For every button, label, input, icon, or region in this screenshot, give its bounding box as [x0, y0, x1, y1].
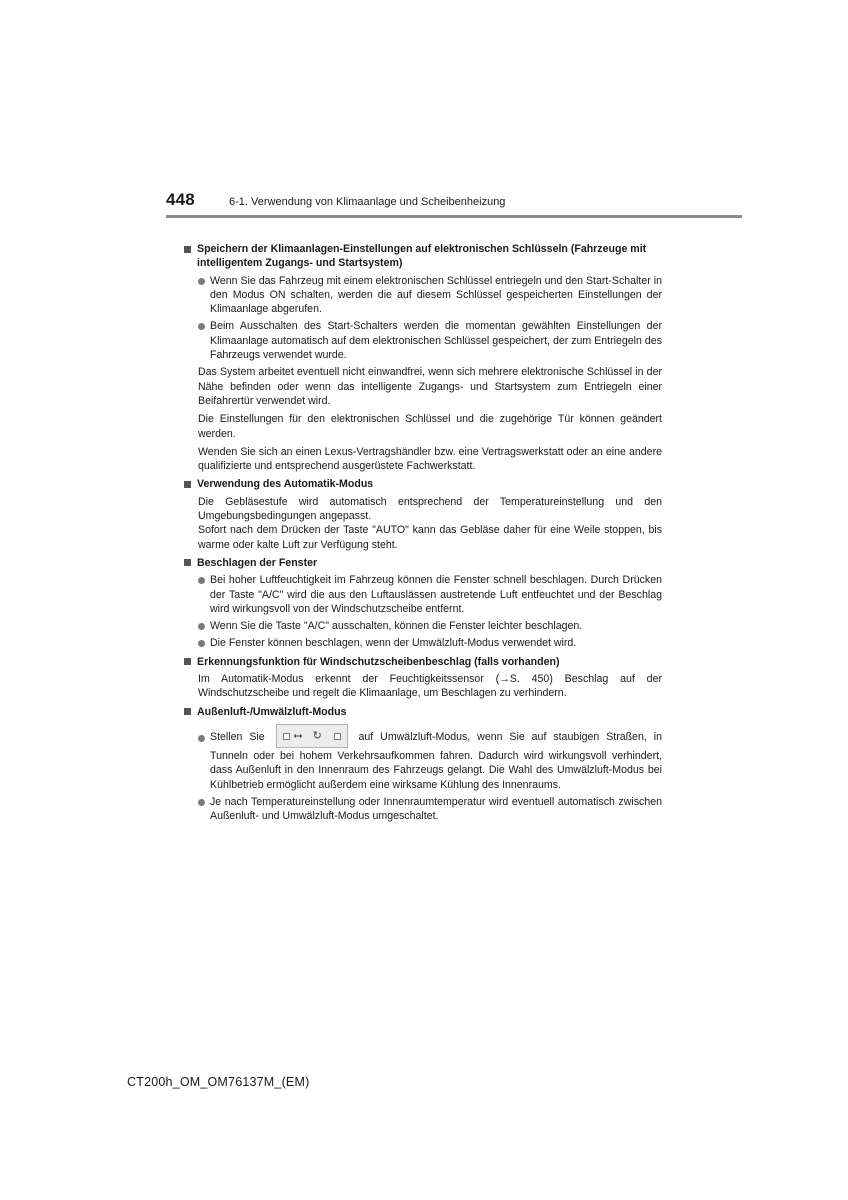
bullet-text: Bei hoher Luftfeuchtigkeit im Fahrzeug können die Fenster schnell beschlagen. Durch Drücken der Taste "A/C" wird die aus den Luftauslässen austretende Luft entfeuchtet und der Beschlag wird wirkungsvoll von der Windschutzscheibe entfernt. — [210, 574, 662, 615]
air-intake-switch-icon — [276, 724, 348, 748]
paragraph: Im Automatik-Modus erkennt der Feuchtigkeitssensor (→S. 450) Beschlag auf der Windschutzscheibe und regelt die Klimaanlage, um Beschlagen zu verhindern. — [198, 673, 662, 700]
circle-bullet-icon — [198, 323, 205, 330]
circle-bullet-icon — [198, 577, 205, 584]
square-bullet-icon — [184, 658, 191, 665]
bullet-item — [184, 573, 662, 616]
footer-code: CT200h_OM_OM76137M_(EM) — [127, 1075, 310, 1089]
paragraph: Die Einstellungen für den elektronischen Schlüssel und die zugehörige Tür können geändert werden. — [198, 413, 662, 440]
circle-bullet-icon — [198, 640, 205, 647]
square-bullet-icon — [184, 481, 191, 488]
square-bullet-icon — [184, 246, 191, 253]
section-heading-text: Außenluft-/Umwälzluft-Modus — [197, 705, 347, 718]
page-content — [184, 238, 662, 826]
bullet-item — [184, 619, 662, 633]
bullet-text: Wenn Sie das Fahrzeug mit einem elektronischen Schlüssel entriegeln und den Start-Schalter in den Modus ON schalten, werden die auf diesem Schlüssel gespeicherten Einstellungen der Klimaanlage abgerufen. — [210, 274, 662, 316]
bullet-text: Je nach Temperatureinstellung oder Innenraumtemperatur wird eventuell automatisch zwischen Außenluft- und Umwälzluft-Modus umgeschaltet. — [210, 795, 662, 823]
circle-bullet-icon — [198, 278, 205, 285]
header-rule — [166, 215, 742, 218]
page-number: 448 — [166, 190, 195, 209]
section-heading — [184, 556, 662, 570]
recirculation-car-icon: ↻ — [312, 728, 322, 742]
circle-bullet-icon — [198, 799, 205, 806]
bullet-text: Die Fenster können beschlagen, wenn der Umwälzluft-Modus verwendet wird. — [210, 637, 577, 650]
paragraph: Wenden Sie sich an einen Lexus-Vertragshändler bzw. eine Vertragswerkstatt oder an eine andere qualifizierte und entsprechend ausgerüstete Fachwerkstatt. — [198, 445, 662, 473]
paragraph: Sofort nach dem Drücken der Taste "AUTO" kann das Gebläse daher für eine Weile stoppen, bis warme oder kalte Luft zur Verfügung steht. — [198, 524, 662, 551]
square-bullet-icon — [184, 559, 191, 566]
bullet-item — [184, 636, 662, 650]
fresh-air-car-icon: ⭤ — [293, 728, 303, 742]
bullet-text: Wenn Sie die Taste "A/C" ausschalten, können die Fenster leichter beschlagen. — [210, 620, 583, 633]
section-heading-text: Verwendung des Automatik-Modus — [197, 478, 374, 491]
circle-bullet-icon — [198, 735, 205, 742]
bullet-text-end: auf Umwälzluft-Modus, wenn Sie auf staubigen Straßen, in Tunneln oder bei hohem Verkehrsaufkommen fahren. Dadurch wird wirkungsvoll verhindert, dass Außenluft in den Innenraum des Fahrzeugs gelangt. Die Wahl des Umwälzluft-Modus bei Kühlbetrieb ermöglicht außerdem eine wirksame Kühlung des Innenraums. — [210, 730, 662, 791]
section-heading-text: Beschlagen der Fenster — [197, 556, 318, 569]
section-heading — [184, 477, 662, 491]
circle-bullet-icon — [198, 623, 205, 630]
section-heading-text: Speichern der Klimaanlagen-Einstellungen auf elektronischen Schlüsseln (Fahrzeuge mit intelligentem Zugangs- und Startsystem) — [197, 243, 647, 270]
section-heading — [184, 655, 662, 669]
bullet-item — [184, 274, 662, 317]
chapter-title: 6-1. Verwendung von Klimaanlage und Scheibenheizung — [229, 196, 506, 208]
bullet-text-start: Stellen Sie — [210, 730, 265, 743]
section-heading — [184, 705, 662, 719]
indicator-light-icon — [334, 733, 341, 740]
bullet-item — [184, 795, 662, 824]
paragraph: Das System arbeitet eventuell nicht einwandfrei, wenn sich mehrere elektronische Schlüssel in der Nähe befinden oder wenn das intelligente Zugangs- und Startsystem zum Entriegeln einer Beifahrertür verwendet wird. — [198, 366, 662, 407]
bullet-item — [184, 319, 662, 362]
section-heading — [184, 242, 662, 271]
bullet-item — [184, 722, 662, 792]
section-heading-text: Erkennungsfunktion für Windschutzscheibenbeschlag (falls vorhanden) — [197, 655, 560, 668]
square-bullet-icon — [184, 708, 191, 715]
bullet-text: Beim Ausschalten des Start-Schalters werden die momentan gewählten Einstellungen der Klimaanlage automatisch auf dem elektronischen Schlüssel gespeichert, der zum Entriegeln des Fahrzeugs verwendet wurde. — [210, 320, 662, 362]
indicator-light-icon — [283, 733, 290, 740]
paragraph: Die Gebläsestufe wird automatisch entsprechend der Temperatureinstellung und den Umgebungsbedingungen angepasst. — [198, 495, 662, 523]
